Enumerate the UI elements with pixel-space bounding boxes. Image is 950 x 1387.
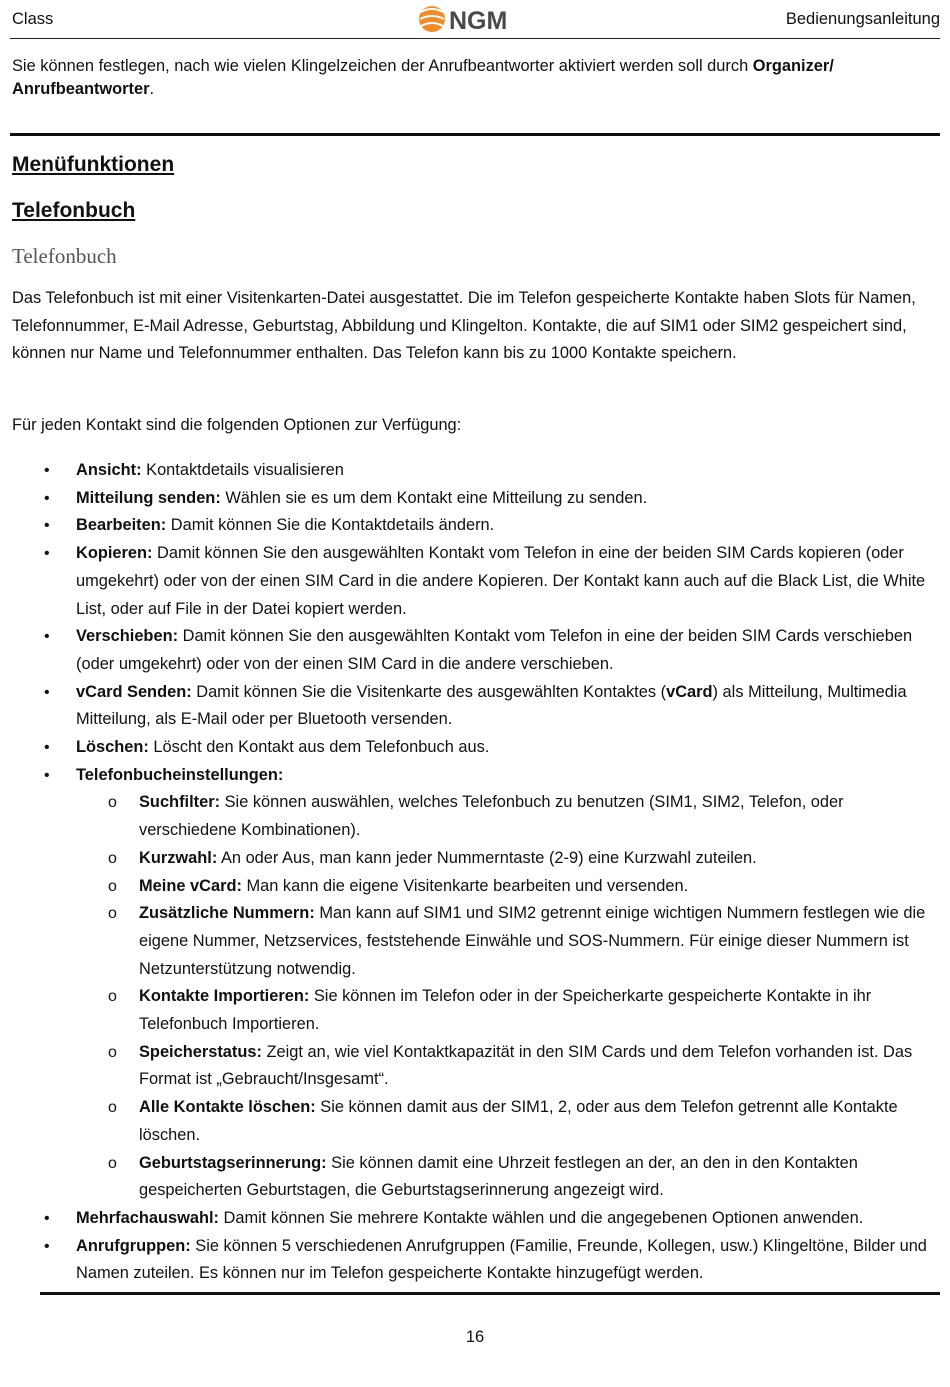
- list-item: [0, 512, 950, 540]
- item-term: vCard Senden:: [76, 682, 192, 701]
- page-header: [10, 0, 940, 38]
- paragraph-phonebook-description: Das Telefonbuch ist mit einer Visitenkarten-Datei ausgestattet. Die im Telefon gespeicherte Kontakte haben Slots für Namen, Telefonnummer, E-Mail Adresse, Geburtstag, Abbildung und Klingelton. Kontakte, die auf SIM1 oder SIM2 gespeichert sind, können nur Name und Telefonnummer enthalten. Das Telefon kann bis zu 1000 Kontakte speichern.: [12, 289, 916, 362]
- subitem-text: Zeigt an, wie viel Kontaktkapazität in den SIM Cards und dem Telefon vorhanden ist. Das Format ist „Gebraucht/Insgesamt“.: [139, 1042, 913, 1089]
- subitem-term: Kontakte Importieren:: [139, 987, 310, 1006]
- sub-list-item: [0, 1039, 950, 1094]
- sub-list-item: [0, 900, 950, 983]
- bullet-icon: •: [44, 489, 50, 507]
- bullet-icon: •: [44, 683, 50, 701]
- intro-text: Sie können festlegen, nach wie vielen Klingelzeichen der Anrufbeantworter aktiviert werden soll durch: [12, 57, 753, 75]
- item-text: Wählen sie es um dem Kontakt eine Mitteilung zu senden.: [220, 488, 648, 507]
- footer-divider: [40, 1292, 940, 1295]
- section-divider: [10, 133, 940, 136]
- circle-bullet-icon: o: [108, 1043, 117, 1061]
- item-text: Damit können Sie die Visitenkarte des ausgewählten Kontaktes (: [191, 682, 667, 701]
- item-text: Damit können Sie mehrere Kontakte wählen und die angegebenen Optionen anwenden.: [219, 1208, 864, 1227]
- item-term: Bearbeiten:: [76, 516, 167, 535]
- subitem-term: Suchfilter:: [139, 793, 221, 812]
- item-text: Kontaktdetails visualisieren: [141, 461, 344, 479]
- item-term-vcard: vCard: [666, 682, 713, 701]
- header-manual-label: Bedienungsanleitung: [785, 10, 940, 28]
- item-text: Damit können Sie den ausgewählten Kontakt vom Telefon in eine der beiden SIM Cards verschieben (oder umgekehrt) oder von der einen SIM Card in die andere verschieben.: [76, 627, 913, 673]
- list-item: [0, 540, 950, 623]
- subitem-term: Kurzwahl:: [139, 848, 218, 867]
- list-item: [0, 1205, 950, 1233]
- bullet-icon: •: [44, 517, 50, 535]
- bullet-icon: •: [44, 545, 50, 563]
- item-text-continued: ) als Mitteilung, Multimedia Mitteilung, als E-Mail oder per Bluetooth versenden.: [76, 682, 907, 729]
- sub-list-item: [0, 789, 950, 844]
- sub-list-item: [0, 845, 950, 873]
- sub-list-item: [0, 1150, 950, 1205]
- item-text: Löscht den Kontakt aus dem Telefonbuch aus.: [148, 738, 490, 757]
- sub-list-item: [0, 983, 950, 1038]
- bullet-icon: •: [44, 628, 50, 646]
- item-text: Sie können 5 verschiedenen Anrufgruppen (Familie, Freunde, Kollegen, usw.) Klingeltöne, Bilder und Namen zuteilen. Es können nur im Telefon gespeicherte Kontakte hinzugefügt werden.: [76, 1236, 927, 1283]
- circle-bullet-icon: o: [108, 905, 117, 923]
- subitem-text: Man kann auf SIM1 und SIM2 getrennt einige wichtigen Nummern festlegen wie die eigene Nummer, Netzservices, feststehende Einwähle und SOS-Nummern. Für einige dieser Nummern ist Netzunterstützung notwendig.: [139, 904, 926, 978]
- list-item: [0, 623, 950, 678]
- subheading-phonebook: Telefonbuch: [12, 244, 117, 268]
- ngm-logo-icon: [415, 2, 535, 36]
- list-item: [0, 734, 950, 762]
- item-term: Telefonbucheinstellungen:: [76, 765, 284, 784]
- subitem-term: Geburtstagserinnerung:: [139, 1153, 327, 1172]
- heading-phonebook: Telefonbuch: [12, 199, 136, 222]
- bullet-icon: •: [44, 462, 50, 479]
- item-term: Löschen:: [76, 738, 149, 757]
- header-class-label: Class: [12, 10, 54, 28]
- heading-menu-functions: Menüfunktionen: [12, 153, 175, 176]
- sub-list-item: [0, 873, 950, 901]
- item-term: Ansicht:: [76, 461, 142, 479]
- intro-end: .: [149, 80, 155, 98]
- circle-bullet-icon: o: [108, 794, 117, 812]
- intro-paragraph: [12, 55, 937, 101]
- subitem-text: Sie können auswählen, welches Telefonbuch zu benutzen (SIM1, SIM2, Telefon, oder verschiedene Kombinationen).: [139, 793, 844, 840]
- subitem-text: Sie können im Telefon oder in der Speicherkarte gespeicherte Kontakte in ihr Telefonbuch Importieren.: [139, 987, 872, 1034]
- header-divider: [10, 38, 940, 39]
- subitem-term: Alle Kontakte löschen:: [139, 1098, 316, 1117]
- list-item: [0, 485, 950, 513]
- circle-bullet-icon: o: [108, 877, 117, 895]
- circle-bullet-icon: o: [108, 849, 117, 867]
- sub-list-item: [0, 1094, 950, 1149]
- subitem-term: Meine vCard:: [139, 876, 242, 895]
- item-term: Verschieben:: [76, 627, 179, 646]
- circle-bullet-icon: o: [108, 1154, 117, 1172]
- bullet-icon: •: [44, 739, 50, 757]
- item-text: Damit können Sie den ausgewählten Kontakt vom Telefon in eine der beiden SIM Cards kopieren (oder umgekehrt) oder von der einen SIM Card in die andere Kopieren. Der Kontakt kann auch auf die Black List, die White List, oder auf File in der Datei kopiert werden.: [76, 544, 926, 618]
- item-term: Mitteilung senden:: [76, 488, 221, 507]
- subitem-text: Sie können damit eine Uhrzeit festlegen an der, an den in den Kontakten gespeicherten Geburtstagen, die Geburtstagserinnerung angezeigt wird.: [139, 1153, 858, 1200]
- subitem-term: Zusätzliche Nummern:: [139, 904, 315, 923]
- bullet-icon: •: [44, 1237, 50, 1255]
- item-text: Damit können Sie die Kontaktdetails ändern.: [166, 516, 495, 535]
- subitem-term: Speicherstatus:: [139, 1042, 262, 1061]
- item-term: Anrufgruppen:: [76, 1236, 191, 1255]
- item-term: Kopieren:: [76, 544, 153, 563]
- intro-bold-menu-path: Organizer/ Anrufbeantworter: [12, 57, 834, 98]
- logo-text: NGM: [449, 7, 508, 35]
- paragraph-options-intro: Für jeden Kontakt sind die folgenden Optionen zur Verfügung:: [12, 416, 462, 434]
- circle-bullet-icon: o: [108, 1099, 117, 1117]
- item-term: Mehrfachauswahl:: [76, 1208, 219, 1227]
- page-number: 16: [465, 1328, 485, 1346]
- list-item: [0, 762, 950, 790]
- subitem-text: Sie können damit aus der SIM1, 2, oder aus dem Telefon getrennt alle Kontakte löschen.: [139, 1098, 898, 1144]
- list-item: [0, 1233, 950, 1288]
- subitem-text: Man kann die eigene Visitenkarte bearbeiten und versenden.: [241, 876, 689, 895]
- bullet-icon: •: [44, 1209, 50, 1227]
- subitem-text: An oder Aus, man kann jeder Nummerntaste (2-9) eine Kurzwahl zuteilen.: [217, 848, 757, 867]
- list-item: [0, 457, 950, 485]
- bullet-icon: •: [44, 766, 50, 784]
- list-item: [0, 679, 950, 734]
- options-list: [0, 457, 950, 1288]
- circle-bullet-icon: o: [108, 988, 117, 1006]
